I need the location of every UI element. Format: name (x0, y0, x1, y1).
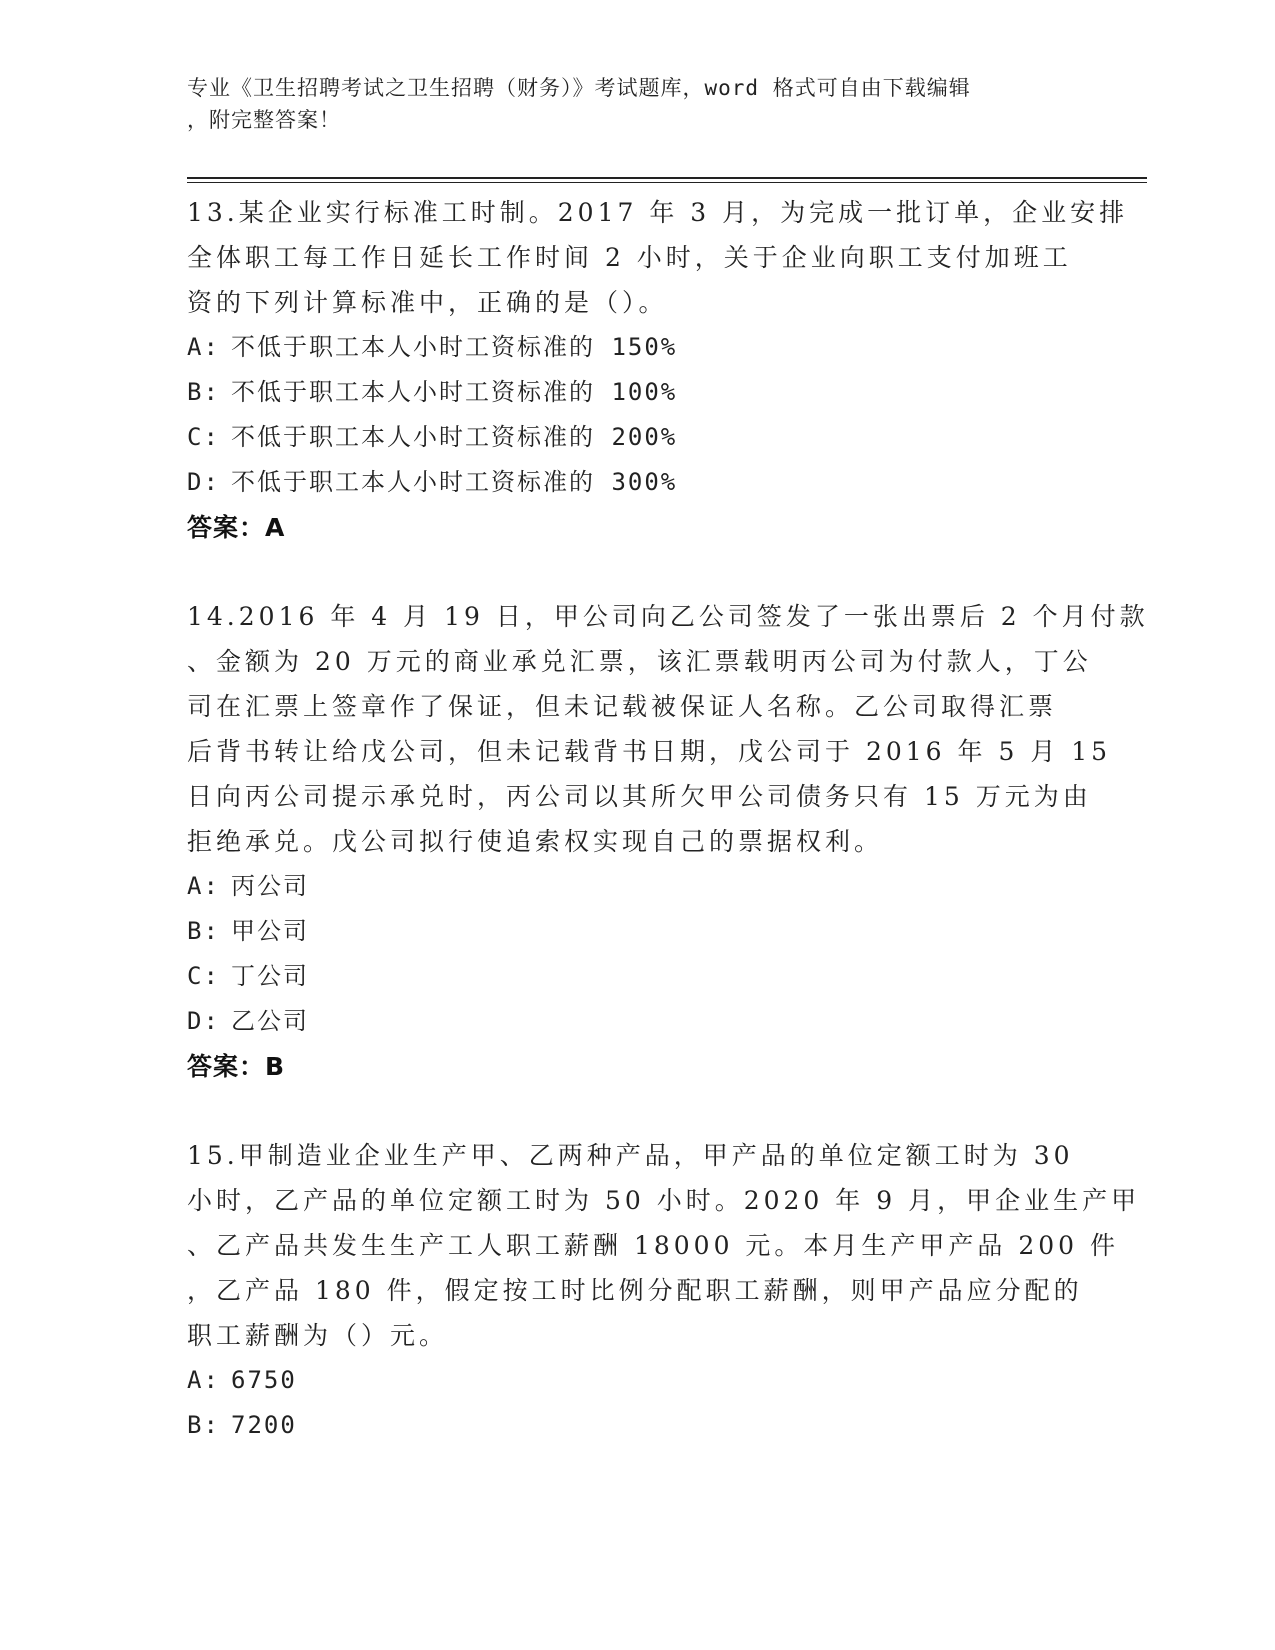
option-a (187, 325, 1087, 370)
question-text-line: 、金额为 20 万元的商业承兑汇票，该汇票载明丙公司为付款人，丁公 (187, 647, 1092, 676)
header-line-2: ，附完整答案！ (187, 108, 341, 132)
question-text-line: 15.甲制造业企业生产甲、乙两种产品，甲产品的单位定额工时为 30 (187, 1141, 1074, 1170)
option-key: A: (187, 1366, 220, 1394)
option-key: D: (187, 468, 220, 496)
option-d (187, 460, 1087, 505)
question-text-line: 14.2016 年 4 月 19 日，甲公司向乙公司签发了一张出票后 2 个月付款 (187, 602, 1149, 631)
question-text-line: 全体职工每工作日延长工作时间 2 小时，关于企业向职工支付加班工 (187, 243, 1072, 272)
option-key: A: (187, 333, 220, 361)
option-text: 丁公司 (231, 962, 309, 990)
option-text: 6750 (231, 1366, 297, 1394)
option-a (187, 864, 1087, 909)
option-key: C: (187, 962, 220, 990)
option-key: B: (187, 378, 220, 406)
question-text-line: 职工薪酬为（）元。 (187, 1321, 449, 1350)
option-b (187, 909, 1087, 954)
question-text-line: ，乙产品 180 件，假定按工时比例分配职工薪酬，则甲产品应分配的 (187, 1276, 1083, 1305)
option-key: D: (187, 1007, 220, 1035)
option-text: 甲公司 (231, 917, 309, 945)
option-key: B: (187, 1411, 220, 1439)
header-line-1: 专业《卫生招聘考试之卫生招聘（财务）》考试题库，word 格式可自由下载编辑 (187, 76, 971, 100)
answer-line: 答案：A (187, 513, 286, 542)
question-text-line: 13.某企业实行标准工时制。2017 年 3 月，为完成一批订单，企业安排 (187, 198, 1129, 227)
option-text: 不低于职工本人小时工资标准的 300% (231, 468, 678, 496)
question-spacer (187, 550, 1087, 594)
answer-line: 答案：B (187, 1052, 286, 1081)
option-c (187, 415, 1087, 460)
option-b (187, 370, 1087, 415)
option-text: 不低于职工本人小时工资标准的 200% (231, 423, 678, 451)
document-header (187, 72, 1067, 136)
question-text-line: 、乙产品共发生生产工人职工薪酬 18000 元。本月生产甲产品 200 件 (187, 1231, 1120, 1260)
option-key: C: (187, 423, 220, 451)
question-text-line: 拒绝承兑。戊公司拟行使追索权实现自己的票据权利。 (187, 827, 884, 856)
question-14 (187, 594, 1149, 1089)
option-text: 7200 (231, 1411, 297, 1439)
question-text-line: 后背书转让给戊公司，但未记载背书日期，戊公司于 2016 年 5 月 15 (187, 737, 1112, 766)
option-d (187, 999, 1087, 1044)
option-c (187, 954, 1087, 999)
option-key: B: (187, 917, 220, 945)
option-text: 丙公司 (231, 872, 309, 900)
question-text-line: 资的下列计算标准中，正确的是（）。 (187, 288, 668, 317)
question-list (187, 190, 1149, 1448)
option-a (187, 1358, 1087, 1403)
option-text: 不低于职工本人小时工资标准的 100% (231, 378, 678, 406)
option-text: 乙公司 (231, 1007, 309, 1035)
header-rule-thick (187, 177, 1147, 179)
option-text: 不低于职工本人小时工资标准的 150% (231, 333, 678, 361)
header-rule-thin (187, 182, 1147, 183)
question-15 (187, 1133, 1141, 1448)
question-13 (187, 190, 1129, 550)
question-text-line: 小时，乙产品的单位定额工时为 50 小时。2020 年 9 月，甲企业生产甲 (187, 1186, 1141, 1215)
question-spacer (187, 1089, 1087, 1133)
question-text-line: 日向丙公司提示承兑时，丙公司以其所欠甲公司债务只有 15 万元为由 (187, 782, 1092, 811)
question-text-line: 司在汇票上签章作了保证，但未记载被保证人名称。乙公司取得汇票 (187, 692, 1058, 721)
option-b (187, 1403, 1087, 1448)
option-key: A: (187, 872, 220, 900)
